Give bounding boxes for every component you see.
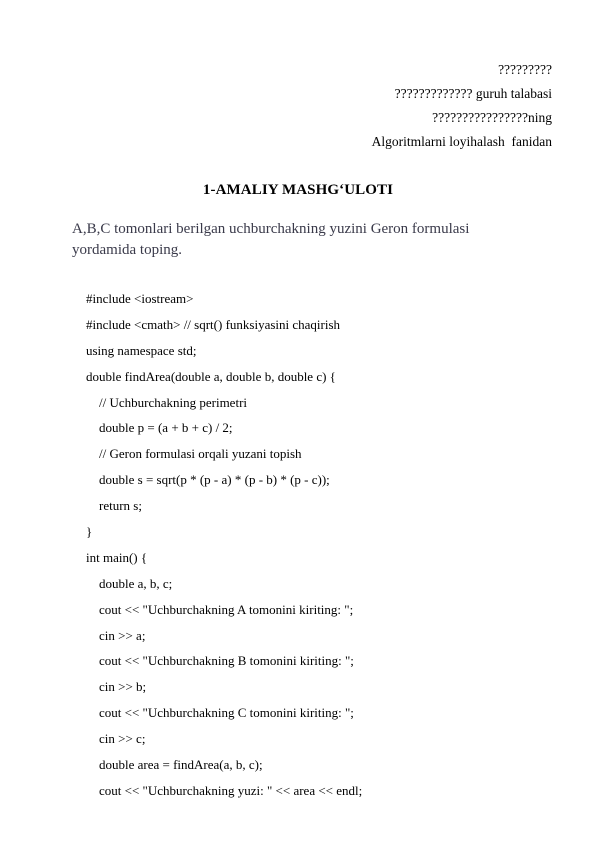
code-line: using namespace std; — [86, 342, 197, 358]
header-group: ????????????? guruh talabasi — [394, 86, 552, 101]
page-title: 1-AMALIY MASHG‘ULOTI — [202, 182, 394, 198]
code-line: #include <iostream> — [86, 291, 194, 306]
code-line: double s = sqrt(p * (p - a) * (p - b) * (p - c)); — [99, 472, 330, 488]
header-block — [372, 58, 552, 154]
header-student-possessive: ????????????????ning — [432, 110, 552, 125]
code-line: cout << "Uchburchakning C tomonini kiriting: "; — [99, 705, 354, 721]
code-line: cin >> b; — [99, 679, 147, 695]
code-block — [86, 286, 362, 804]
code-line: #include <cmath> // sqrt() funksiyasini chaqirish — [86, 316, 341, 332]
code-line: // Geron formulasi orqali yuzani topish — [99, 446, 302, 462]
code-line: double area = findArea(a, b, c); — [99, 757, 263, 773]
code-line: int main() { — [86, 549, 148, 565]
code-line: double p = (a + b + c) / 2; — [99, 420, 233, 436]
code-line: cout << "Uchburchakning yuzi: " << area << endl; — [99, 782, 363, 798]
code-line: cout << "Uchburchakning A tomonini kiriting: "; — [99, 601, 354, 617]
header-subject: Algoritmlarni loyihalash fanidan — [371, 134, 552, 149]
code-line: cout << "Uchburchakning B tomonini kiriting: "; — [99, 653, 354, 669]
code-line: } — [86, 524, 93, 540]
code-line: cin >> c; — [99, 731, 146, 747]
code-line: cin >> a; — [99, 627, 146, 643]
task-description: A,B,C tomonlari berilgan uchburchakning yuzini Geron formulasi yordamida toping. — [72, 221, 470, 258]
code-line: // Uchburchakning perimetri — [99, 394, 248, 410]
header-student-name: ????????? — [498, 62, 552, 77]
code-line: return s; — [99, 498, 142, 514]
code-line: double findArea(double a, double b, double c) { — [86, 368, 336, 384]
code-line: double a, b, c; — [99, 575, 173, 591]
